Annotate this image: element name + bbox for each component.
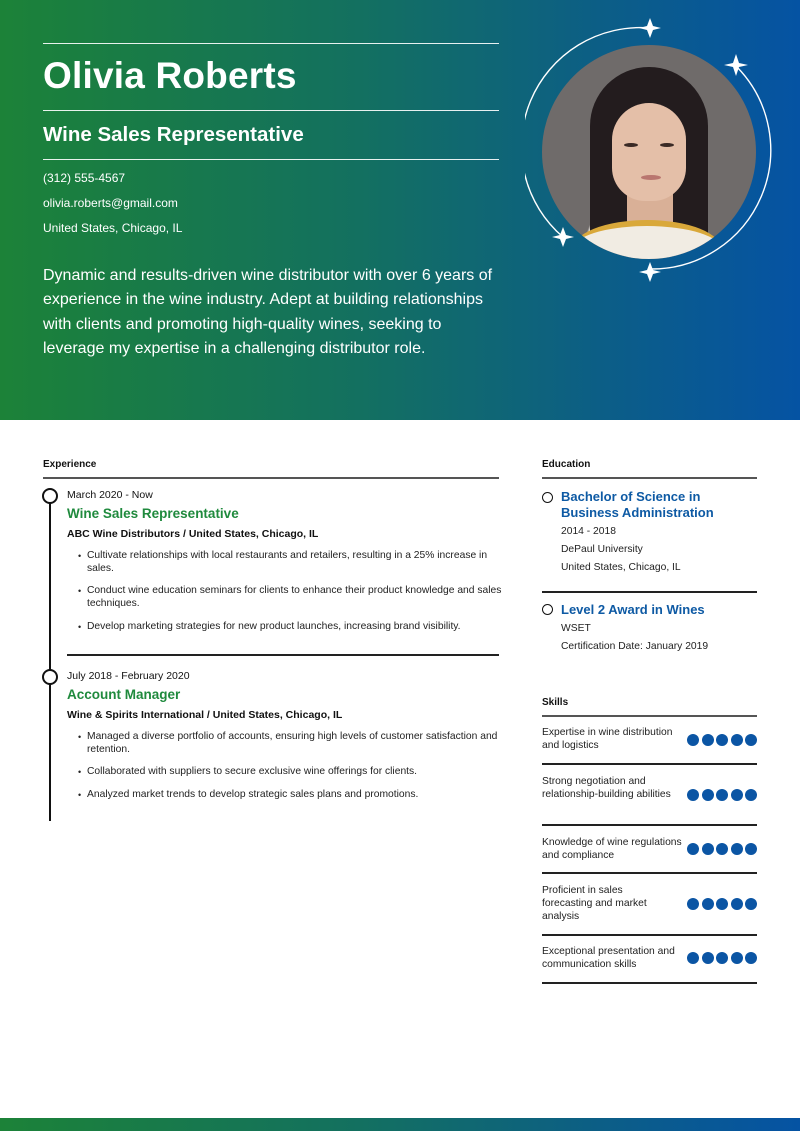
rating-dot-icon bbox=[745, 898, 757, 910]
rating-dot-icon bbox=[731, 789, 743, 801]
header-divider bbox=[43, 159, 499, 160]
skill-name: Strong negotiation and relationship-building abilities bbox=[542, 776, 671, 800]
rating-dot-icon bbox=[716, 789, 728, 801]
contact-email: olivia.roberts@gmail.com bbox=[43, 196, 178, 210]
rating-dot-icon bbox=[702, 789, 714, 801]
rating-dot-icon bbox=[702, 843, 714, 855]
profile-summary: Dynamic and results-driven wine distributor with over 6 years of experience in the wine industry. Adept at building relationships with clients and promoting high-quality wines, seeking to leverage my expertise in a challenging distributor role. bbox=[43, 267, 493, 358]
skills-heading: Skills bbox=[542, 697, 569, 708]
rating-dot-icon bbox=[745, 952, 757, 964]
timeline-node-icon bbox=[42, 669, 58, 685]
skill-rating bbox=[687, 898, 757, 910]
skill-rating bbox=[687, 843, 757, 855]
education-node-icon bbox=[542, 492, 553, 503]
header-divider bbox=[43, 110, 499, 111]
experience-timeline bbox=[49, 494, 51, 821]
skill-divider bbox=[542, 982, 757, 984]
profile-photo bbox=[542, 45, 756, 259]
education-title: Bachelor of Science in Business Administration bbox=[561, 489, 714, 520]
job-company-location: ABC Wine Distributors / United States, Chicago, IL bbox=[67, 528, 319, 540]
rating-dot-icon bbox=[716, 952, 728, 964]
education-school: DePaul University bbox=[561, 544, 643, 555]
rating-dot-icon bbox=[745, 789, 757, 801]
job-bullet: • Develop marketing strategies for new product launches, increasing brand visibility. bbox=[78, 621, 510, 634]
footer-gradient-bar bbox=[0, 1118, 800, 1131]
timeline-node-icon bbox=[42, 488, 58, 504]
contact-phone: (312) 555-4567 bbox=[43, 171, 126, 185]
experience-heading: Experience bbox=[43, 459, 97, 470]
education-location: United States, Chicago, IL bbox=[561, 562, 681, 573]
education-title: Level 2 Award in Wines bbox=[561, 602, 705, 617]
skill-rating bbox=[687, 789, 757, 801]
education-node-icon bbox=[542, 604, 553, 615]
job-dates: March 2020 - Now bbox=[67, 489, 153, 501]
rating-dot-icon bbox=[731, 734, 743, 746]
education-divider bbox=[542, 477, 757, 479]
header-divider bbox=[43, 43, 499, 44]
job-bullets bbox=[78, 550, 510, 644]
rating-dot-icon bbox=[687, 952, 699, 964]
candidate-title: Wine Sales Representative bbox=[43, 123, 304, 146]
rating-dot-icon bbox=[716, 734, 728, 746]
education-institution: WSET bbox=[561, 623, 591, 634]
rating-dot-icon bbox=[745, 734, 757, 746]
resume-header bbox=[0, 0, 800, 420]
job-bullet: • Conduct wine education seminars for clients to enhance their product knowledge and sales techniques. bbox=[78, 585, 510, 610]
job-bullet: • Cultivate relationships with local restaurants and retailers, resulting in a 25% increase in sales. bbox=[78, 550, 510, 575]
skill-name: Knowledge of wine regulations and compliance bbox=[542, 837, 682, 861]
rating-dot-icon bbox=[687, 734, 699, 746]
job-title: Wine Sales Representative bbox=[67, 506, 239, 521]
contact-location: United States, Chicago, IL bbox=[43, 221, 183, 235]
skill-divider bbox=[542, 763, 757, 765]
skill-divider bbox=[542, 934, 757, 936]
job-bullet: • Managed a diverse portfolio of accounts, ensuring high levels of customer satisfaction and retention. bbox=[78, 731, 510, 756]
skill-divider bbox=[542, 824, 757, 826]
job-bullet: • Collaborated with suppliers to secure exclusive wine offerings for clients. bbox=[78, 766, 510, 779]
skill-name: Expertise in wine distribution and logistics bbox=[542, 727, 673, 751]
job-dates: July 2018 - February 2020 bbox=[67, 670, 190, 682]
job-company-location: Wine & Spirits International / United States, Chicago, IL bbox=[67, 709, 343, 721]
skill-divider bbox=[542, 872, 757, 874]
job-title: Account Manager bbox=[67, 687, 181, 702]
rating-dot-icon bbox=[687, 843, 699, 855]
rating-dot-icon bbox=[687, 898, 699, 910]
rating-dot-icon bbox=[716, 843, 728, 855]
education-item-divider bbox=[542, 591, 757, 593]
job-bullets bbox=[78, 731, 510, 812]
education-heading: Education bbox=[542, 459, 591, 470]
skill-rating bbox=[687, 952, 757, 964]
rating-dot-icon bbox=[731, 952, 743, 964]
rating-dot-icon bbox=[745, 843, 757, 855]
skill-name: Exceptional presentation and communication skills bbox=[542, 946, 675, 970]
rating-dot-icon bbox=[702, 898, 714, 910]
skills-divider bbox=[542, 715, 757, 717]
rating-dot-icon bbox=[716, 898, 728, 910]
candidate-name: Olivia Roberts bbox=[43, 55, 297, 96]
experience-divider bbox=[43, 477, 499, 479]
job-bullet: • Analyzed market trends to develop strategic sales plans and promotions. bbox=[78, 789, 510, 802]
rating-dot-icon bbox=[687, 789, 699, 801]
rating-dot-icon bbox=[702, 734, 714, 746]
rating-dot-icon bbox=[702, 952, 714, 964]
skill-rating bbox=[687, 734, 757, 746]
skill-name: Proficient in sales forecasting and market analysis bbox=[542, 885, 647, 922]
job-divider bbox=[67, 654, 499, 656]
education-cert-date: Certification Date: January 2019 bbox=[561, 641, 709, 652]
rating-dot-icon bbox=[731, 898, 743, 910]
rating-dot-icon bbox=[731, 843, 743, 855]
education-dates: 2014 - 2018 bbox=[561, 526, 616, 537]
